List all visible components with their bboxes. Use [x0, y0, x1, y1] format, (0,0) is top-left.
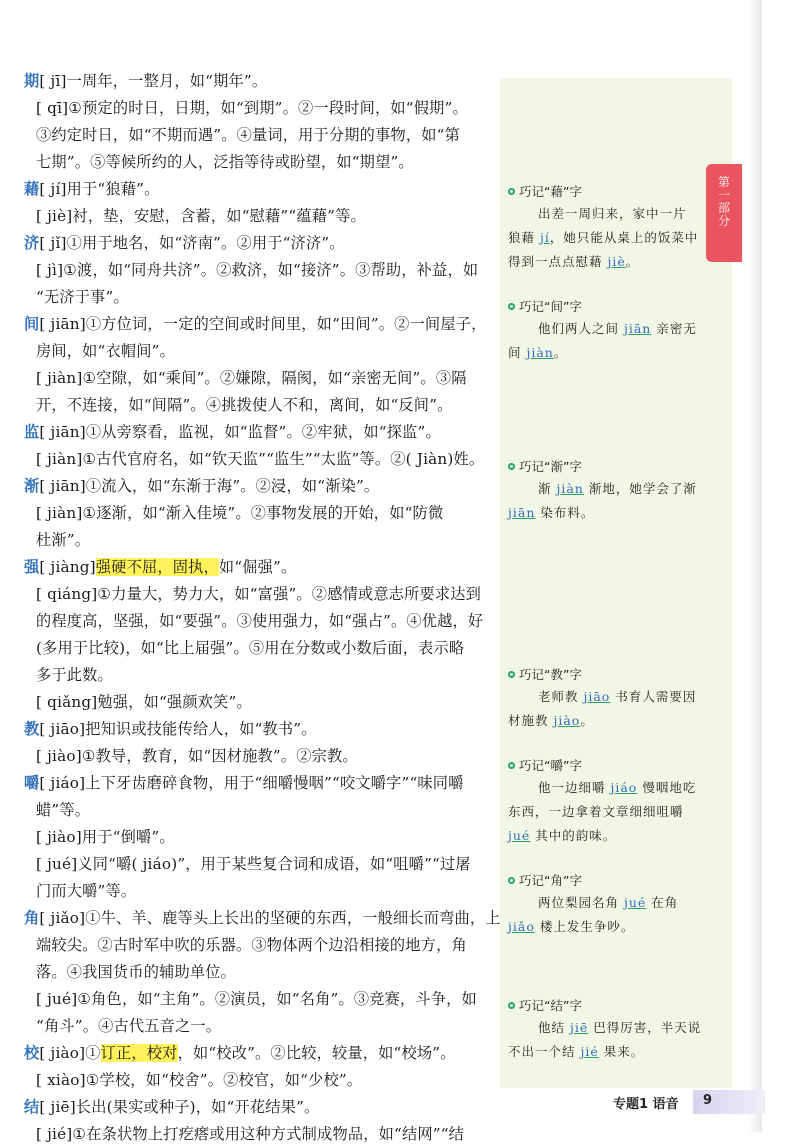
entry-continuation [24, 122, 498, 149]
tip-text: 亲密无 [651, 321, 697, 336]
tip-box [508, 665, 698, 733]
entry-text: 的程度高，坚强，如“要强”。③使用强力，如“强占”。④优越，好 [36, 612, 484, 630]
entry-continuation [24, 851, 498, 878]
tip-title-text: 巧记“教”字 [519, 667, 582, 682]
entry-text: “角斗”。④古代五音之一。 [36, 1017, 222, 1035]
entry-text: [ jiàn]①逐渐，如“渐入佳境”。②事物发展的开始，如“防微 [36, 504, 444, 522]
entry-text: 开，不连接，如“间隔”。④挑拨使人不和，离间，如“反间”。 [36, 396, 453, 414]
entry-text: [ jiāo]把知识或技能传给人，如“教书”。 [39, 720, 317, 738]
headword: 教 [24, 720, 40, 738]
entry-text: [ jiān]①方位词，一定的空间或时间里，如“田间”。②一间屋子， [39, 315, 487, 333]
dictionary-entries [24, 68, 501, 1148]
headword: 藉 [24, 180, 40, 198]
entry-text: [ jiān]①从旁察看，监视，如“监督”。②牢狱，如“探监”。 [39, 423, 441, 441]
entry-text: [ jiān]①流入，如“东渐于海”。②浸，如“渐染”。 [39, 477, 380, 495]
entry-continuation [24, 662, 498, 689]
entry-text: [ jiáo]上下牙齿磨碎食物，用于“细嚼慢咽”“咬文嚼字”“味同嚼 [39, 774, 464, 792]
entry-text: [ jiè]衬，垫，安慰，含蓄，如“慰藉”“蕴藉”等。 [36, 207, 366, 225]
entry-continuation [24, 527, 498, 554]
entry-text: 如“倔强”。 [218, 558, 297, 576]
entry-continuation [24, 797, 498, 824]
pinyin-annotation: jué [508, 828, 531, 843]
tip-box [508, 996, 702, 1064]
entry-continuation [24, 1013, 498, 1040]
tip-box [508, 182, 698, 274]
entry-text: [ qiǎng]勉强，如“强颜欢笑”。 [36, 693, 252, 711]
entry-text: ，如“校改”。②比较，较量，如“校场”。 [177, 1044, 456, 1062]
pinyin-annotation: jiān [508, 505, 536, 520]
tip-text: 果来。 [598, 1044, 645, 1059]
page-footer [605, 1088, 765, 1116]
entry-headword-line [24, 905, 501, 932]
pinyin-annotation: jí [539, 230, 550, 245]
entry-text: 落。④我国货币的辅助单位。 [36, 963, 237, 981]
tip-line [508, 709, 698, 733]
bullet-circle-icon [508, 762, 515, 769]
bullet-circle-icon [508, 877, 515, 884]
pinyin-annotation: jiāo [583, 689, 611, 704]
entry-text: [ jiàn]①古代官府名，如“钦天监”“监生”“太监”等。②( Jiàn)姓。 [36, 450, 485, 468]
entry-continuation [24, 500, 498, 527]
tip-box [508, 297, 698, 365]
pinyin-annotation: jiàn [556, 481, 584, 496]
tip-text: 狼藉 [508, 230, 540, 245]
entry-continuation [24, 986, 498, 1013]
entry-text: ③约定时日，如“不期而遇”。④量词，用于分期的事物，如“第 [36, 126, 460, 144]
tip-text: 出差一周归来，家中一片 [538, 206, 687, 221]
entry-continuation [24, 932, 498, 959]
entry-text: [ jué]①角色，如“主角”。②演员，如“名角”。③竞赛，斗争，如 [36, 990, 477, 1008]
tip-text: 楼上发生争吵。 [534, 919, 635, 934]
entry-continuation [24, 446, 498, 473]
part-tab-char: 分 [717, 214, 730, 228]
tip-line [508, 477, 698, 501]
tip-title-text: 巧记“间”字 [519, 299, 582, 314]
tip-text: 他们两人之间 [538, 321, 624, 336]
entry-continuation [24, 824, 498, 851]
part-tab-char: 部 [717, 201, 730, 215]
bullet-circle-icon [508, 463, 515, 470]
tip-title [508, 871, 698, 891]
entry-continuation [24, 392, 498, 419]
entry-text: 房间，如“衣帽间”。 [36, 342, 176, 360]
entry-continuation [24, 365, 498, 392]
entry-continuation [24, 635, 498, 662]
tip-line [508, 226, 698, 250]
tip-line [508, 824, 698, 848]
entry-headword-line [24, 1040, 498, 1067]
tip-title [508, 996, 698, 1016]
entry-text: 七期”。⑤等候所约的人，泛指等待或盼望，如“期望”。 [36, 153, 414, 171]
tip-text: 书育人需要因 [610, 689, 697, 704]
headword: 济 [24, 234, 40, 252]
pinyin-annotation: jiàn [526, 345, 554, 360]
pinyin-annotation: jiē [569, 1020, 589, 1035]
pinyin-annotation: jiào [553, 713, 581, 728]
pinyin-annotation: jiān [623, 321, 652, 336]
tip-box [508, 457, 698, 525]
entry-continuation [24, 1067, 498, 1094]
entry-text: [ jí]用于“狼藉”。 [39, 180, 160, 198]
pinyin-annotation: jiǎo [508, 919, 535, 934]
entry-headword-line [24, 68, 498, 95]
part-tab [706, 164, 742, 262]
tip-line [508, 891, 698, 915]
entry-continuation [24, 608, 498, 635]
headword: 结 [24, 1098, 40, 1116]
tip-text: 巴得厉害，半天说 [588, 1020, 702, 1035]
entry-text: 蜡”等。 [36, 801, 91, 819]
part-tab-char: 一 [717, 188, 730, 202]
entry-headword-line [24, 230, 498, 257]
highlighted-text: 订正，校对 [100, 1044, 178, 1062]
entry-continuation [24, 338, 498, 365]
tip-line [508, 1016, 702, 1040]
entry-text: “无济于事”。 [36, 288, 129, 306]
tip-text: 。 [580, 713, 594, 728]
tip-text: 两位梨园名角 [538, 895, 624, 910]
entry-headword-line [24, 1094, 498, 1121]
pinyin-annotation: jiè [607, 254, 626, 269]
tip-line [508, 915, 698, 939]
tip-text: 间 [508, 345, 527, 360]
entry-text: [ jī]一周年，一整月，如“期年”。 [39, 72, 268, 90]
headword: 角 [24, 909, 40, 927]
entry-text: [ jiàn]①空隙，如“乘间”。②嫌隙，隔阂，如“亲密无间”。③隔 [36, 369, 467, 387]
tip-title [508, 665, 698, 685]
entry-text: [ qī]①预定的时日，日期，如“到期”。②一段时间，如“假期”。 [36, 99, 468, 117]
tip-title-text: 巧记“渐”字 [519, 459, 582, 474]
entry-text: (多用于比较)，如“比上届强”。⑤用在分数或小数后面，表示略 [36, 639, 465, 657]
tip-title-text: 巧记“角”字 [519, 873, 582, 888]
tip-box [508, 871, 698, 939]
pinyin-annotation: jiáo [610, 780, 638, 795]
tip-line [508, 685, 698, 709]
entry-headword-line [24, 176, 498, 203]
page-number: 9 [703, 1093, 713, 1108]
tip-box [508, 756, 698, 848]
tip-line [508, 202, 698, 226]
entry-text: [ jiào]用于“倒嚼”。 [36, 828, 175, 846]
entry-text: [ qiáng]①力量大，势力大，如“富强”。②感情或意志所要求达到 [36, 585, 482, 603]
entry-continuation [24, 284, 498, 311]
headword: 监 [24, 423, 40, 441]
tip-text: ，她只能从桌上的饭菜中 [549, 230, 699, 245]
tip-text: 慢咽地吃 [637, 780, 697, 795]
entry-headword-line [24, 473, 498, 500]
entry-text: [ jié]①在条状物上打疙瘩或用这种方式制成物品，如“结网”“结 [36, 1125, 465, 1143]
pinyin-annotation: jué [623, 895, 647, 910]
tip-text: 东西，一边拿着文章细细咀嚼 [508, 804, 684, 819]
tip-title-text: 巧记“嚼”字 [519, 758, 582, 773]
tip-text: 他一边细嚼 [538, 780, 611, 795]
part-tab-char: 第 [717, 175, 730, 189]
tip-text: 。 [553, 345, 568, 360]
entry-text: 端较尖。②古时军中吹的乐器。③物体两个边沿相接的地方，角 [36, 936, 467, 954]
bullet-circle-icon [508, 671, 515, 678]
tip-title-text: 巧记“藉”字 [519, 184, 582, 199]
tip-text: 染布料。 [535, 505, 595, 520]
tip-line [508, 1040, 698, 1064]
tip-line [508, 800, 698, 824]
entry-headword-line [24, 311, 498, 338]
entry-continuation [24, 878, 498, 905]
entry-continuation [24, 95, 498, 122]
headword: 期 [24, 72, 40, 90]
entry-text: 杜渐”。 [36, 531, 91, 549]
tip-text: 他结 [538, 1020, 570, 1035]
entry-continuation [24, 689, 498, 716]
tip-text: 渐地，她学会了渐 [583, 481, 697, 496]
page-edge-shadow [748, 0, 762, 1132]
headword: 校 [24, 1044, 40, 1062]
tip-line [508, 776, 698, 800]
entry-headword-line [24, 419, 498, 446]
entry-continuation [24, 203, 498, 230]
entry-text: [ xiào]①学校，如“校舍”。②校官，如“少校”。 [36, 1071, 363, 1089]
tip-text: 材施教 [508, 713, 554, 728]
section-label: 专题1 语音 [613, 1097, 679, 1112]
entry-continuation [24, 959, 498, 986]
tip-text: 得到一点点慰藉 [508, 254, 608, 269]
bullet-circle-icon [508, 1002, 515, 1009]
bullet-circle-icon [508, 188, 515, 195]
pinyin-annotation: jié [580, 1044, 599, 1059]
tip-text: 不出一个结 [508, 1044, 581, 1059]
entry-text: [ jué]义同“嚼( jiáo)”，用于某些复合词和成语，如“咀嚼”“过屠 [36, 855, 471, 873]
entry-text: [ jiào]①教导，教育，如“因材施教”。②宗教。 [36, 747, 358, 765]
entry-text: 门而大嚼”等。 [36, 882, 137, 900]
bullet-circle-icon [508, 303, 515, 310]
tip-title-text: 巧记“结”字 [519, 998, 582, 1013]
entry-headword-line [24, 554, 498, 581]
tip-line [508, 341, 698, 365]
headword: 间 [24, 315, 40, 333]
tip-title [508, 457, 698, 477]
entry-headword-line [24, 770, 498, 797]
entry-text: 多于此数。 [36, 666, 113, 684]
entry-continuation [24, 581, 498, 608]
entry-continuation [24, 743, 498, 770]
entry-text: [ jiào]① [39, 1044, 101, 1062]
tip-text: 其中的韵味。 [530, 828, 617, 843]
tip-text: 老师教 [538, 689, 584, 704]
tip-line [508, 250, 698, 274]
tip-line [508, 317, 698, 341]
tip-text: 在角 [646, 895, 679, 910]
entry-text: [ jǐ]①用于地名，如“济南”。②用于“济济”。 [39, 234, 345, 252]
highlighted-text: 强硬不屈，固执， [95, 558, 219, 576]
entry-text: [ jiē]长出(果实或种子)，如“开花结果”。 [39, 1098, 320, 1116]
entry-continuation [24, 1121, 498, 1148]
tip-text: 。 [625, 254, 640, 269]
tip-text: 渐 [538, 481, 557, 496]
entry-continuation [24, 149, 498, 176]
headword: 强 [24, 558, 40, 576]
headword: 渐 [24, 477, 40, 495]
entry-continuation [24, 257, 498, 284]
tip-line [508, 501, 698, 525]
tip-title [508, 297, 698, 317]
tip-title [508, 182, 698, 202]
entry-text: [ jiàng] [39, 558, 96, 576]
entry-text: [ jiǎo]①牛、羊、鹿等头上长出的坚硬的东西，一般细长而弯曲，上 [39, 909, 501, 927]
headword: 嚼 [24, 774, 40, 792]
entry-text: [ jì]①渡，如“同舟共济”。②救济，如“接济”。③帮助，补益，如 [36, 261, 479, 279]
tip-title [508, 756, 698, 776]
entry-headword-line [24, 716, 498, 743]
